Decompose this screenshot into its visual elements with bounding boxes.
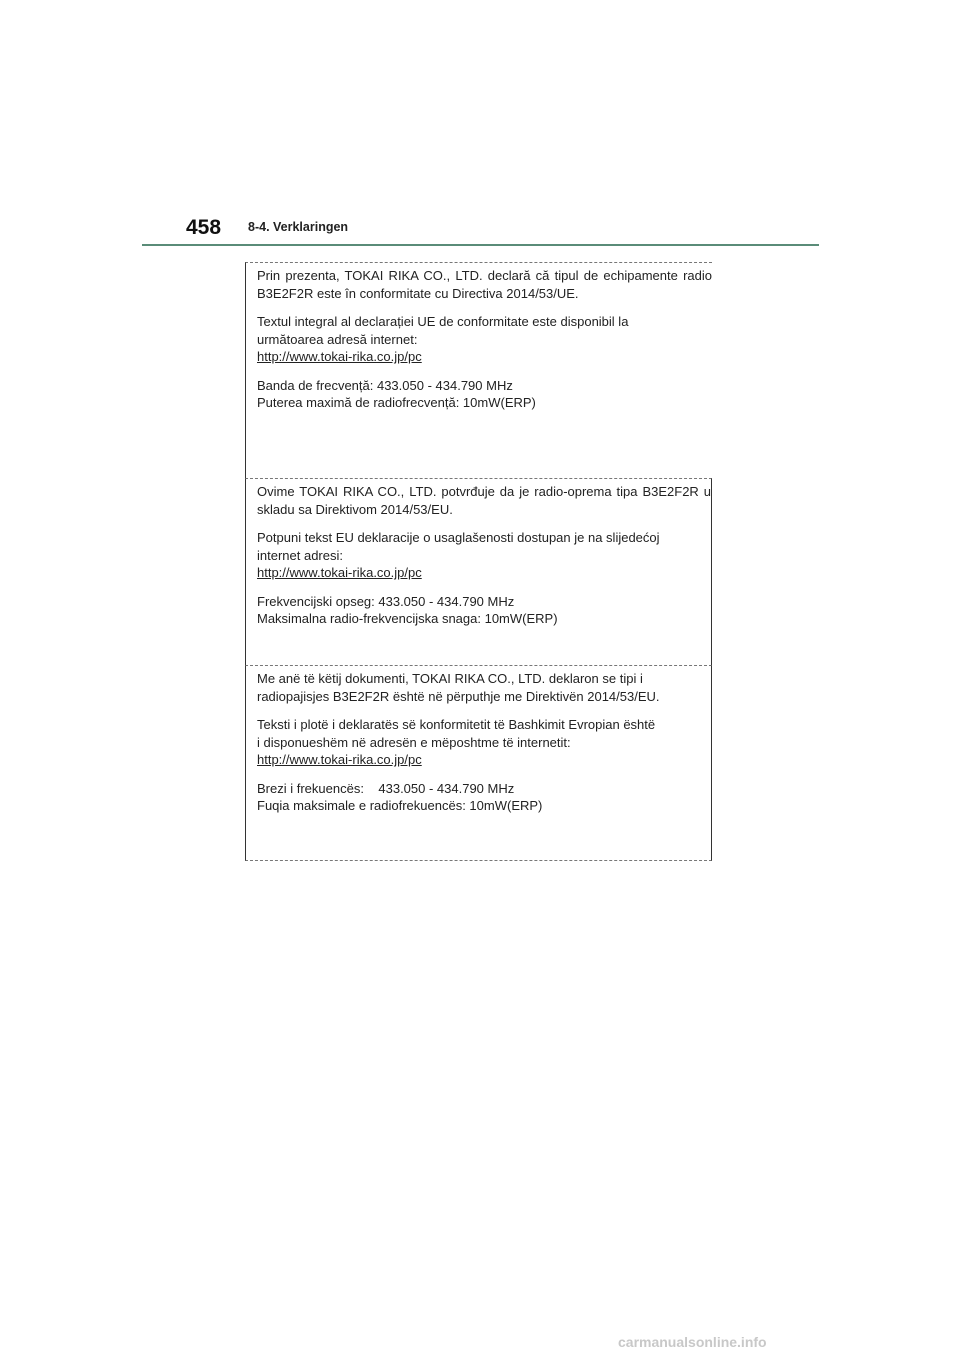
declaration-intro: Ovime TOKAI RIKA CO., LTD. potvrđuje da je radio-oprema tipa B3E2F2R u skladu sa Direktivom 2014/53/EU. [257,484,711,517]
header-divider [142,244,819,246]
declaration-url-link[interactable]: http://www.tokai-rika.co.jp/pc [257,349,422,364]
declaration-text-line: internet adresi: [257,547,343,563]
watermark: carmanualsonline.info [618,1334,767,1350]
declaration-block-albanian [245,665,712,861]
declaration-url-link[interactable]: http://www.tokai-rika.co.jp/pc [257,565,422,580]
declaration-url-link[interactable]: http://www.tokai-rika.co.jp/pc [257,752,422,767]
max-power: Maksimalna radio-frekvencijska snaga: 10mW(ERP) [257,611,558,626]
declaration-block-romanian [245,262,712,480]
frequency-band: Banda de frecvență: 433.050 - 434.790 MHz [257,377,513,393]
declaration-intro-line: Me anë të këtij dokumenti, TOKAI RIKA CO., LTD. deklaron se tipi i [257,671,643,686]
declaration-text-line: Teksti i plotë i deklaratës së konformitetit të Bashkimit Evropian është [257,717,656,732]
max-power: Puterea maximă de radiofrecvență: 10mW(ERP) [257,395,536,410]
declaration-text-line: Textul integral al declarației UE de conformitate este disponibil la [257,314,629,329]
declaration-text-line: i disponueshëm në adresën e mëposhtme të internetit: [257,734,571,750]
declaration-block-bosnian [245,478,712,666]
declaration-intro-line: radiopajisjes B3E2F2R është në përputhje me Direktivën 2014/53/EU. [257,688,660,704]
max-power: Fuqia maksimale e radiofrekuencës: 10mW(ERP) [257,798,543,813]
section-title: 8-4. Verklaringen [248,220,349,234]
declaration-intro: Prin prezenta, TOKAI RIKA CO., LTD. declară că tipul de echipamente radio B3E2F2R este în conformitate cu Directiva 2014/53/UE. [257,268,712,301]
frequency-band: Brezi i frekuencës: 433.050 - 434.790 MHz [257,780,515,796]
declaration-text-line: Potpuni tekst EU deklaracije o usaglašenosti dostupan je na slijedećoj [257,530,660,545]
page-number: 458 [186,216,222,239]
declaration-text-line: următoarea adresă internet: [257,331,418,347]
frequency-band: Frekvencijski opseg: 433.050 - 434.790 MHz [257,593,515,609]
